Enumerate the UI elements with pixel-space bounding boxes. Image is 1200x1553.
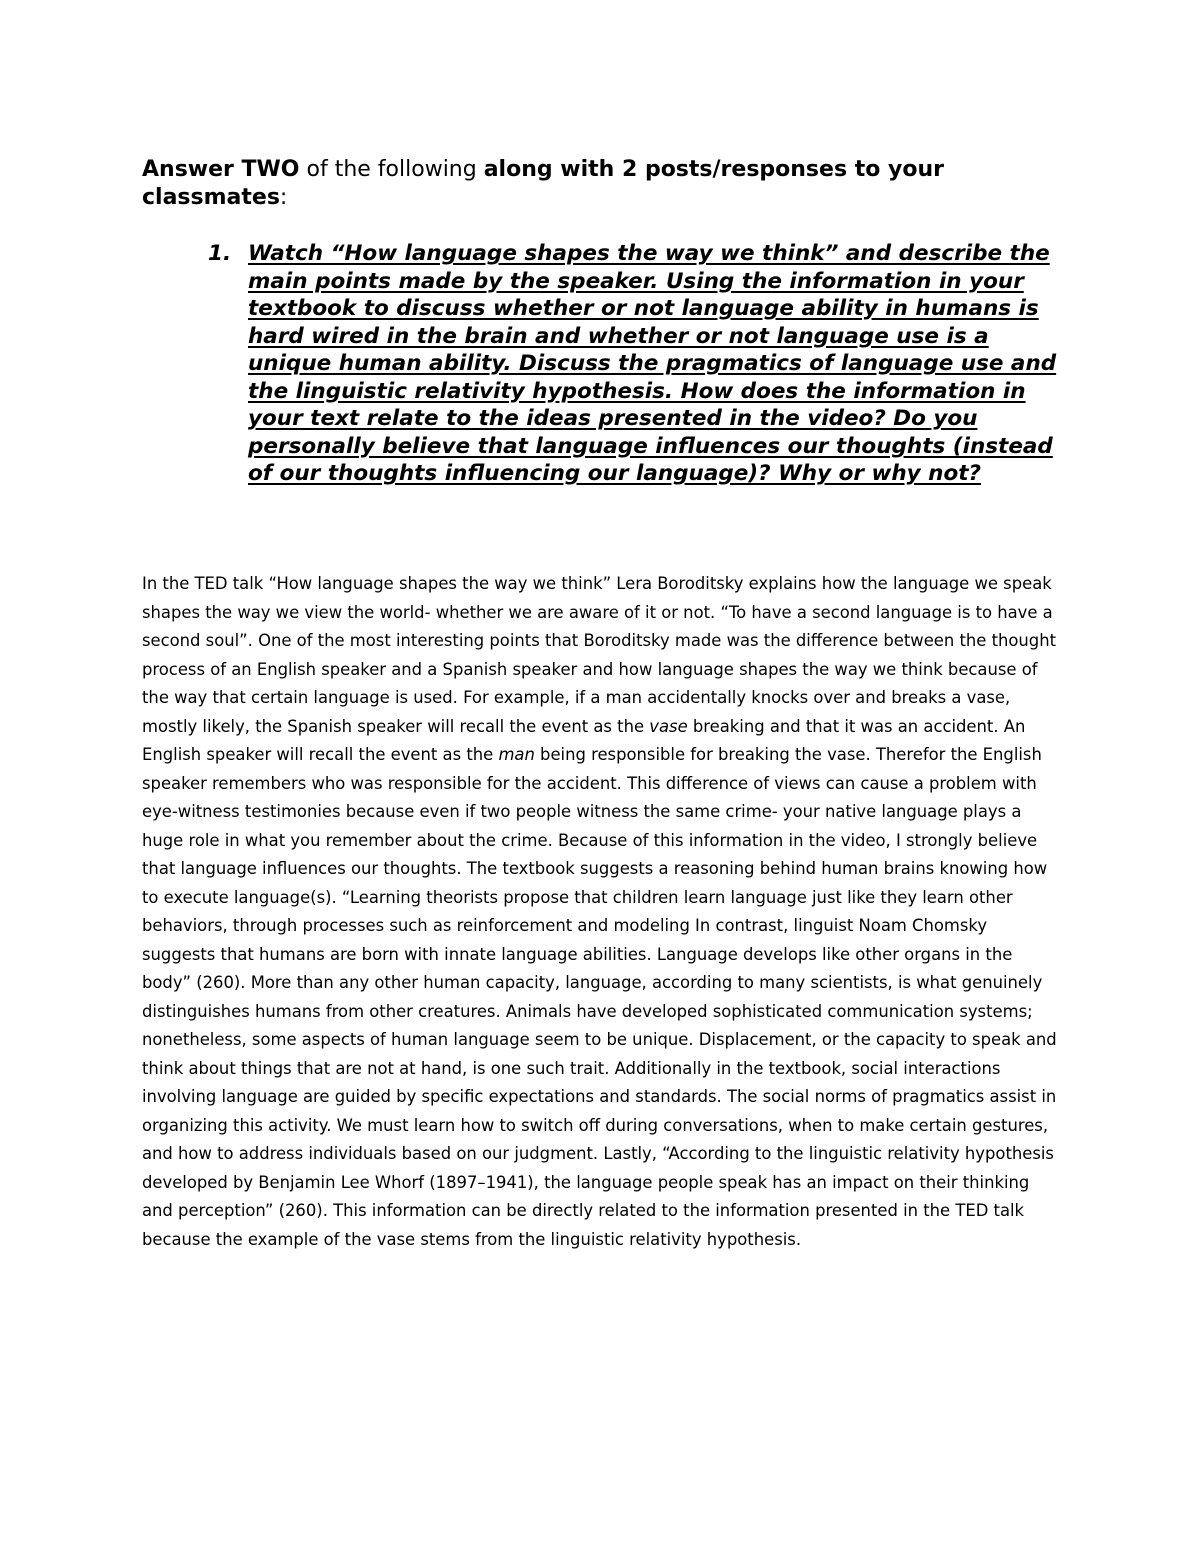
assignment-instructions	[142, 156, 1042, 212]
instructions-colon: :	[279, 185, 288, 210]
answer-text-3: being responsible for breaking the vase. Therefor the English speaker remembers who was responsible for the accident. This difference of views can cause a problem with eye-witness testimonies because even if two people witness the same crime- your native language plays a huge role in what you remember about the crime. Because of this information in the video, I strongly believe that language influences our thoughts. The textbook suggests a reasoning behind human brains knowing how to execute language(s). “Learning theorists propose that children learn language just like they learn other behaviors, through processes such as reinforcement and modeling In contrast, linguist Noam Chomsky suggests that humans are born with innate language abilities. Language develops like other organs in the body” (260). More than any other human capacity, language, according to many scientists, is what genuinely distinguishes humans from other creatures. Animals have developed sophisticated communication systems; nonetheless, some aspects of human language seem to be unique. Displacement, or the capacity to speak and think about things that are not at hand, is one such trait. Additionally in the textbook, social interactions involving language are guided by specific expectations and standards. The social norms of pragmatics assist in organizing this activity. We must learn how to switch off during conversations, when to make certain gestures, and how to address individuals based on our judgment. Lastly, “According to the linguistic relativity hypothesis developed by Benjamin Lee Whorf (1897–1941), the language people speak has an impact on their thinking and perception” (260). This information can be directly related to the information presented in the TED talk because the example of the vase stems from the linguistic relativity hypothesis.	[142, 745, 1057, 1249]
question-item	[208, 240, 1088, 488]
instructions-plain: of the following	[299, 157, 484, 182]
instructions-bold-2: along with 2 posts/responses to your classmates	[142, 157, 944, 210]
answer-text-1: In the TED talk “How language shapes the way we think” Lera Boroditsky explains how the language we speak shapes the way we view the world- whether we are aware of it or not. “To have a second language is to have a second soul”. One of the most interesting points that Boroditsky made was the difference between the thought process of an English speaker and a Spanish speaker and how language shapes the way we think because of the way that certain language is used. For example, if a man accidentally knocks over and breaks a vase, mostly likely, the Spanish speaker will recall the event as the	[142, 574, 1057, 736]
question-number: 1.	[208, 241, 232, 266]
question-text: Watch “How language shapes the way we think” and describe the main points made by the speaker. Using the information in your textbook to discuss whether or not language ability in humans is hard wired in the brain and whether or not language use is a unique human ability. Discuss the pragmatics of language use and the linguistic relativity hypothesis. How does the information in your text relate to the ideas presented in the video? Do you personally believe that language influences our thoughts (instead of our thoughts influencing our language)? Why or why not?	[248, 241, 1057, 486]
answer-emphasis-man: man	[498, 745, 535, 764]
answer-paragraph	[142, 570, 1062, 1254]
instructions-bold-1: Answer TWO	[142, 157, 300, 182]
answer-emphasis-vase: vase	[649, 716, 688, 736]
answer-text-2: breaking and that it was an accident. An English speaker will recall the event as the	[142, 716, 1026, 764]
